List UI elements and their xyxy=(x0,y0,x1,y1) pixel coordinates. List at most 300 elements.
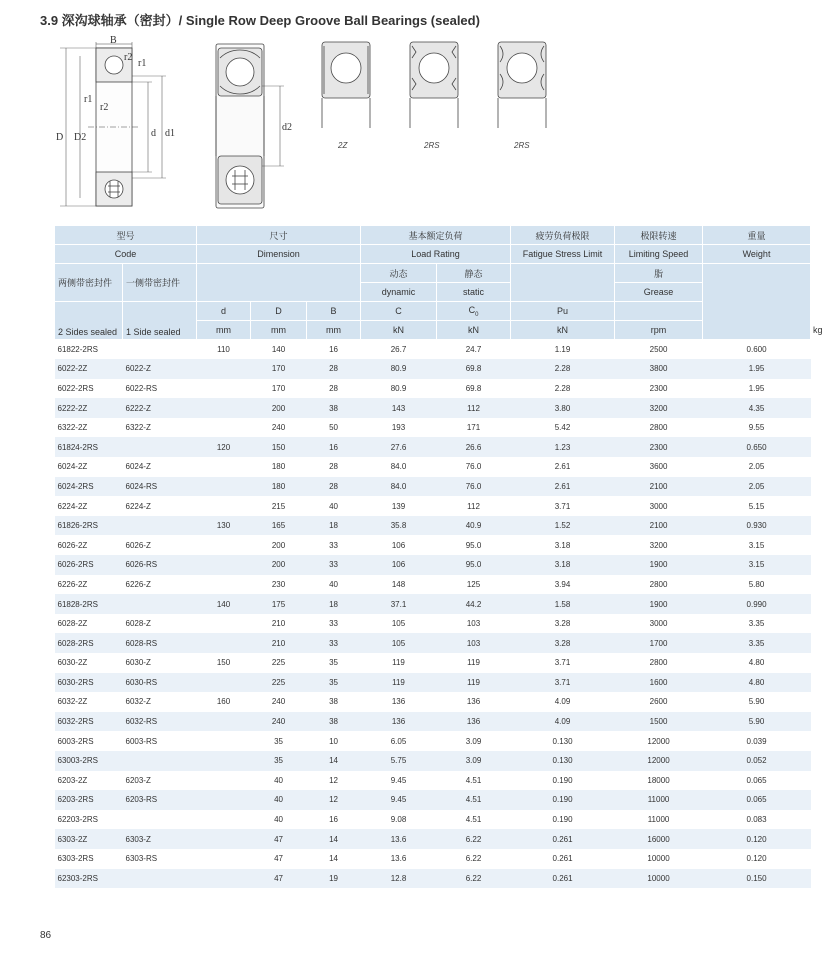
cell-one: 6022-RS xyxy=(125,383,158,393)
header-speed-blank xyxy=(615,302,703,321)
table-row xyxy=(55,340,811,360)
cell-c0: 24.7 xyxy=(465,345,482,355)
cell-pu: 3.71 xyxy=(554,501,571,511)
cell-d: 180 xyxy=(271,462,286,472)
cell-b: 33 xyxy=(329,540,338,550)
label-d: d xyxy=(151,128,156,139)
header-sym-B: B xyxy=(307,302,361,321)
cell-pu: 3.28 xyxy=(511,633,615,653)
cell-d: 230 xyxy=(271,579,286,589)
cell-two: 61822-2RS xyxy=(57,345,98,355)
header-dimension-zh: 尺寸 xyxy=(197,226,361,245)
cell-d: 200 xyxy=(251,555,307,575)
header-sym-D: D xyxy=(251,302,307,321)
bearing-drawings xyxy=(48,36,568,218)
cell-d: 180 xyxy=(251,477,307,497)
table-row xyxy=(55,594,811,614)
cell-two: 6022-2RS xyxy=(57,383,94,393)
label-d2: d2 xyxy=(282,122,292,133)
cell-one: 6024-RS xyxy=(123,477,197,497)
cell-pu: 1.19 xyxy=(554,345,571,355)
header-two-sides-en: 2 Sides sealed xyxy=(55,302,123,340)
cell-weight: 0.150 xyxy=(703,869,811,889)
cell-c0: 125 xyxy=(466,579,481,589)
header-weight-blank xyxy=(703,264,811,340)
cell-one: 6222-Z xyxy=(123,398,197,418)
table-row xyxy=(55,379,811,399)
cell-two: 6028-2RS xyxy=(55,633,123,653)
cell-c0: 69.8 xyxy=(437,359,511,379)
table-row xyxy=(55,516,811,536)
cell-b: 38 xyxy=(329,697,338,707)
cell-two: 61828-2RS xyxy=(55,594,123,614)
header-sym-C0: $C_0$ xyxy=(437,302,511,321)
cell-c0: 136 xyxy=(437,712,511,732)
cell-d xyxy=(197,771,251,791)
cell-one: 6224-Z xyxy=(125,501,151,511)
cell-weight: 5.90 xyxy=(703,712,811,732)
cell-d: 110 xyxy=(217,345,230,355)
cell-two: 6303-2Z xyxy=(55,829,123,849)
label-B: B xyxy=(110,35,117,46)
cell-pu: 2.61 xyxy=(554,462,571,472)
cell-pu: 4.09 xyxy=(511,712,615,732)
cell-speed: 1900 xyxy=(615,594,703,614)
cell-d: 47 xyxy=(274,854,283,864)
cell-pu: 0.261 xyxy=(511,829,615,849)
cell-pu: 3.28 xyxy=(554,619,571,629)
cell-d xyxy=(197,633,251,653)
cell-weight: 1.95 xyxy=(703,359,811,379)
cell-c0: 26.6 xyxy=(437,437,511,457)
header-model-zh: 型号 xyxy=(55,226,197,245)
header-fatigue-blank xyxy=(511,264,615,302)
cell-one: 6203-Z xyxy=(125,775,151,785)
cell-d: 140 xyxy=(197,594,251,614)
table-row xyxy=(55,555,811,575)
cell-d xyxy=(197,614,251,634)
page-number: 86 xyxy=(40,930,52,941)
cell-pu: 1.58 xyxy=(511,594,615,614)
cell-d xyxy=(197,869,251,889)
cell-d: 215 xyxy=(271,501,286,511)
cell-c0: 76.0 xyxy=(465,462,482,472)
cell-speed: 2500 xyxy=(649,345,668,355)
cell-b: 33 xyxy=(307,633,361,653)
cell-d: 210 xyxy=(251,633,307,653)
cell-two: 6024-2RS xyxy=(55,477,123,497)
table-header: 型号 尺寸 基本额定负荷 疲劳负荷极限 极限转速 重量 Code Dimension Load Rating Fatigue Stress Limit Limiting Speed Weight 两侧带密封件 一侧带密封件 动态 静态 脂 dynamic static Grease 2 Sides sealed 1 Side sealed d D B C $C_0$ Pu mm mm mm kN kN kN rpm kg xyxy=(55,226,811,340)
cell-weight: 4.35 xyxy=(703,398,811,418)
cell-b: 35 xyxy=(329,658,338,668)
cell-d xyxy=(197,810,251,830)
cell-weight: 9.55 xyxy=(748,423,765,433)
cell-c: 9.08 xyxy=(390,815,407,825)
cell-c0: 76.0 xyxy=(437,477,511,497)
bearing-diagram xyxy=(48,36,568,218)
cell-c0: 112 xyxy=(437,398,511,418)
cell-d xyxy=(197,398,251,418)
cell-b: 28 xyxy=(307,359,361,379)
header-unit-speed: rpm xyxy=(615,321,703,340)
header-unit-d: mm xyxy=(197,321,251,340)
cell-c0: 6.22 xyxy=(437,829,511,849)
cell-d xyxy=(197,496,251,516)
cell-d: 210 xyxy=(271,619,286,629)
cell-two: 6303-2RS xyxy=(57,854,94,864)
cell-one xyxy=(123,437,197,457)
table-row xyxy=(55,575,811,595)
header-unit-B: mm xyxy=(307,321,361,340)
cell-speed: 18000 xyxy=(647,775,670,785)
cell-speed: 11000 xyxy=(615,790,703,810)
cell-weight: 0.065 xyxy=(746,775,767,785)
cell-one: 6203-RS xyxy=(123,790,197,810)
cell-c: 80.9 xyxy=(361,359,437,379)
cell-c: 26.7 xyxy=(390,345,407,355)
header-load-en: Load Rating xyxy=(361,245,511,264)
subscript-zero: 0 xyxy=(475,311,479,318)
cell-c0: 44.2 xyxy=(437,594,511,614)
label-r2-top: r2 xyxy=(124,52,133,63)
cell-one xyxy=(123,810,197,830)
cell-b: 38 xyxy=(307,712,361,732)
cell-pu: 3.71 xyxy=(511,673,615,693)
header-model-en: Code xyxy=(55,245,197,264)
cell-d xyxy=(197,790,251,810)
cell-c0: 6.22 xyxy=(437,869,511,889)
header-unit-D: mm xyxy=(251,321,307,340)
cell-weight: 5.80 xyxy=(748,579,765,589)
drawing-2rs-b xyxy=(498,42,546,128)
cell-weight: 3.15 xyxy=(703,555,811,575)
label-D: D xyxy=(56,132,64,143)
cell-two: 6226-2Z xyxy=(57,579,88,589)
cell-weight: 0.600 xyxy=(746,345,767,355)
cell-pu: 3.18 xyxy=(511,555,615,575)
label-r1-top: r1 xyxy=(138,58,147,69)
cell-c: 136 xyxy=(361,712,437,732)
header-fatigue-zh: 疲劳负荷极限 xyxy=(511,226,615,245)
cell-speed: 2800 xyxy=(649,579,668,589)
cell-one xyxy=(123,516,197,536)
cell-c: 193 xyxy=(391,423,406,433)
drawing-2rs-a xyxy=(410,42,458,128)
cell-two: 61826-2RS xyxy=(55,516,123,536)
cell-c: 9.45 xyxy=(390,775,407,785)
cell-speed: 1900 xyxy=(615,555,703,575)
cell-c: 12.8 xyxy=(361,869,437,889)
cell-two: 6030-2Z xyxy=(57,658,88,668)
cell-c0: 119 xyxy=(467,658,480,668)
header-weight-zh: 重量 xyxy=(703,226,811,245)
cell-two: 63003-2RS xyxy=(55,751,123,771)
cell-d: 200 xyxy=(271,540,286,550)
cell-c0: 103 xyxy=(437,633,511,653)
cell-weight: 5.90 xyxy=(748,697,765,707)
cell-c0: 171 xyxy=(466,423,481,433)
cell-speed: 2100 xyxy=(615,516,703,536)
cell-d: 175 xyxy=(251,594,307,614)
table-row xyxy=(55,614,811,634)
cell-d xyxy=(197,535,251,555)
cell-c: 148 xyxy=(391,579,406,589)
cell-two: 6032-2RS xyxy=(55,712,123,732)
cell-d: 140 xyxy=(271,345,286,355)
cell-d: 240 xyxy=(271,697,286,707)
header-grease-zh: 脂 xyxy=(615,264,703,283)
cell-weight: 3.15 xyxy=(748,540,765,550)
cell-c: 37.1 xyxy=(361,594,437,614)
cell-c0: 40.9 xyxy=(437,516,511,536)
table-row xyxy=(55,829,811,849)
cell-weight: 0.120 xyxy=(703,829,811,849)
cell-weight: 4.80 xyxy=(703,673,811,693)
cell-d: 47 xyxy=(251,829,307,849)
cell-c0: 4.51 xyxy=(465,775,482,785)
cell-two: 6322-2Z xyxy=(57,423,88,433)
page-title: 3.9 深沟球轴承（密封）/ Single Row Deep Groove Ball Bearings (sealed) xyxy=(40,13,480,28)
cell-speed: 12000 xyxy=(647,736,670,746)
cell-b: 18 xyxy=(307,516,361,536)
cell-one: 6226-Z xyxy=(125,579,151,589)
cell-one: 6322-Z xyxy=(125,423,151,433)
cell-c0: 6.22 xyxy=(465,854,482,864)
table-row xyxy=(55,692,811,712)
cell-c: 139 xyxy=(391,501,406,511)
cell-speed: 2600 xyxy=(649,697,668,707)
cell-b: 14 xyxy=(307,751,361,771)
cell-b: 10 xyxy=(329,736,338,746)
cell-c0: 119 xyxy=(437,673,511,693)
cell-pu: 0.261 xyxy=(552,854,573,864)
cell-d xyxy=(197,379,251,399)
cell-one xyxy=(123,340,197,360)
cell-d xyxy=(197,575,251,595)
cell-d: 150 xyxy=(216,658,231,668)
cell-c: 5.75 xyxy=(361,751,437,771)
cell-c: 143 xyxy=(361,398,437,418)
header-weight-en: Weight xyxy=(703,245,811,264)
header-grease-en: Grease xyxy=(615,283,703,302)
cell-pu: 3.18 xyxy=(554,540,571,550)
cell-two: 6003-2RS xyxy=(57,736,94,746)
cell-pu: 3.80 xyxy=(511,398,615,418)
cell-d xyxy=(197,457,251,477)
cell-d: 35 xyxy=(274,736,283,746)
cell-b: 18 xyxy=(307,594,361,614)
header-sym-Pu: Pu xyxy=(511,302,615,321)
cell-c0: 3.09 xyxy=(465,736,482,746)
header-sym-C: C xyxy=(361,302,437,321)
cell-one: 6022-Z xyxy=(123,359,197,379)
cell-c: 105 xyxy=(361,633,437,653)
cell-b: 28 xyxy=(329,462,338,472)
cell-d xyxy=(197,477,251,497)
cell-two: 6224-2Z xyxy=(57,501,88,511)
cell-pu: 2.61 xyxy=(511,477,615,497)
label-d1: d1 xyxy=(165,128,175,139)
cell-one xyxy=(123,594,197,614)
cell-pu: 3.71 xyxy=(554,658,571,668)
table-body xyxy=(55,340,811,889)
cell-b: 40 xyxy=(329,579,338,589)
cell-c: 80.9 xyxy=(390,383,407,393)
cell-weight: 0.083 xyxy=(746,815,767,825)
cell-speed: 12000 xyxy=(615,751,703,771)
cell-one: 6028-Z xyxy=(125,619,151,629)
cell-b: 16 xyxy=(329,815,338,825)
header-unit-Pu: kN xyxy=(511,321,615,340)
cell-c0: 69.8 xyxy=(465,383,482,393)
table-row xyxy=(55,731,811,751)
cell-speed: 11000 xyxy=(647,815,670,825)
cell-pu: 4.09 xyxy=(554,697,571,707)
cell-c0: 4.51 xyxy=(437,790,511,810)
cell-weight: 5.15 xyxy=(748,501,765,511)
drawing-2z xyxy=(322,42,370,128)
table-row xyxy=(55,398,811,418)
cell-weight: 1.95 xyxy=(748,383,765,393)
cell-weight: 0.052 xyxy=(703,751,811,771)
cell-weight: 3.35 xyxy=(703,633,811,653)
cell-two: 6028-2Z xyxy=(57,619,88,629)
cell-d: 165 xyxy=(251,516,307,536)
cell-c0: 4.51 xyxy=(465,815,482,825)
cell-speed: 3200 xyxy=(649,540,668,550)
cell-weight: 0.930 xyxy=(703,516,811,536)
cell-one: 6303-RS xyxy=(125,854,158,864)
cell-d: 35 xyxy=(251,751,307,771)
cell-d xyxy=(197,359,251,379)
cell-pu: 0.130 xyxy=(511,751,615,771)
header-two-sides-zh: 两侧带密封件 xyxy=(55,264,123,302)
cell-speed: 16000 xyxy=(615,829,703,849)
table-row xyxy=(55,712,811,732)
bearing-table xyxy=(54,225,823,888)
table-row xyxy=(55,869,811,889)
header-unit-C: kN xyxy=(361,321,437,340)
cell-b: 16 xyxy=(307,437,361,457)
cell-speed: 3600 xyxy=(649,462,668,472)
cell-c0: 136 xyxy=(466,697,481,707)
cell-d: 40 xyxy=(274,775,283,785)
header-sym-d: d xyxy=(197,302,251,321)
table-row xyxy=(55,653,811,673)
cell-speed: 1700 xyxy=(615,633,703,653)
cell-pu: 0.190 xyxy=(511,790,615,810)
cell-d: 40 xyxy=(251,790,307,810)
cell-c: 119 xyxy=(392,658,405,668)
cell-c0: 3.09 xyxy=(437,751,511,771)
cell-c: 84.0 xyxy=(361,477,437,497)
cell-weight: 0.065 xyxy=(703,790,811,810)
table-row xyxy=(55,359,811,379)
cell-d xyxy=(197,751,251,771)
cell-one: 6026-RS xyxy=(123,555,197,575)
cell-speed: 2100 xyxy=(615,477,703,497)
cell-weight: 0.120 xyxy=(746,854,767,864)
cell-speed: 1500 xyxy=(615,712,703,732)
caption-2rs-a: 2RS xyxy=(424,141,440,150)
bearing-table-wrapper xyxy=(54,225,823,888)
cell-speed: 2800 xyxy=(649,658,668,668)
cell-one: 6032-RS xyxy=(123,712,197,732)
cell-b: 14 xyxy=(307,829,361,849)
label-r1-side: r1 xyxy=(84,94,93,105)
cell-c: 13.6 xyxy=(361,829,437,849)
cell-b: 19 xyxy=(307,869,361,889)
cell-c: 9.45 xyxy=(361,790,437,810)
cell-weight: 2.05 xyxy=(748,462,765,472)
cell-two: 6026-2Z xyxy=(57,540,88,550)
cell-b: 33 xyxy=(329,619,338,629)
cell-pu: 2.28 xyxy=(511,359,615,379)
cell-weight: 2.05 xyxy=(703,477,811,497)
table-row xyxy=(55,751,811,771)
cell-pu: 3.94 xyxy=(554,579,571,589)
cell-b: 38 xyxy=(307,398,361,418)
cell-speed: 1600 xyxy=(615,673,703,693)
cell-c: 105 xyxy=(391,619,406,629)
cell-d: 200 xyxy=(251,398,307,418)
cell-speed: 10000 xyxy=(647,854,670,864)
header-speed-zh: 极限转速 xyxy=(615,226,703,245)
seal-detail-drawing xyxy=(216,44,284,208)
cell-one: 6030-Z xyxy=(125,658,151,668)
cell-speed: 10000 xyxy=(615,869,703,889)
cell-two: 6024-2Z xyxy=(57,462,88,472)
cell-two: 61824-2RS xyxy=(55,437,123,457)
cell-one: 6003-RS xyxy=(125,736,158,746)
table-row xyxy=(55,790,811,810)
cell-pu: 0.190 xyxy=(552,775,573,785)
cell-d xyxy=(197,829,251,849)
cell-d: 225 xyxy=(271,658,286,668)
cell-speed: 2800 xyxy=(649,423,668,433)
cell-c0: 95.0 xyxy=(437,555,511,575)
cell-one xyxy=(123,869,197,889)
cell-c: 27.6 xyxy=(361,437,437,457)
cell-pu: 0.190 xyxy=(552,815,573,825)
cell-b: 14 xyxy=(329,854,338,864)
cell-c0: 112 xyxy=(467,501,480,511)
cell-c: 13.6 xyxy=(390,854,407,864)
table-row xyxy=(55,810,811,830)
cell-two: 6030-2RS xyxy=(55,673,123,693)
cell-d: 240 xyxy=(251,712,307,732)
cell-c: 136 xyxy=(391,697,406,707)
cell-weight: 4.80 xyxy=(748,658,765,668)
cell-b: 28 xyxy=(307,477,361,497)
cell-speed: 3000 xyxy=(649,501,668,511)
cell-two: 6222-2Z xyxy=(55,398,123,418)
cell-d: 240 xyxy=(271,423,286,433)
header-static-zh: 静态 xyxy=(437,264,511,283)
cell-b: 12 xyxy=(329,775,338,785)
cell-d: 120 xyxy=(197,437,251,457)
cell-two: 6026-2RS xyxy=(55,555,123,575)
table-row xyxy=(55,849,811,869)
cell-speed: 3000 xyxy=(649,619,668,629)
cell-d: 160 xyxy=(216,697,231,707)
cell-d: 40 xyxy=(274,815,283,825)
header-dimension-blank xyxy=(197,264,361,302)
label-r2-side: r2 xyxy=(100,102,109,113)
cell-b: 35 xyxy=(307,673,361,693)
cell-pu: 1.23 xyxy=(511,437,615,457)
table-row xyxy=(55,457,811,477)
